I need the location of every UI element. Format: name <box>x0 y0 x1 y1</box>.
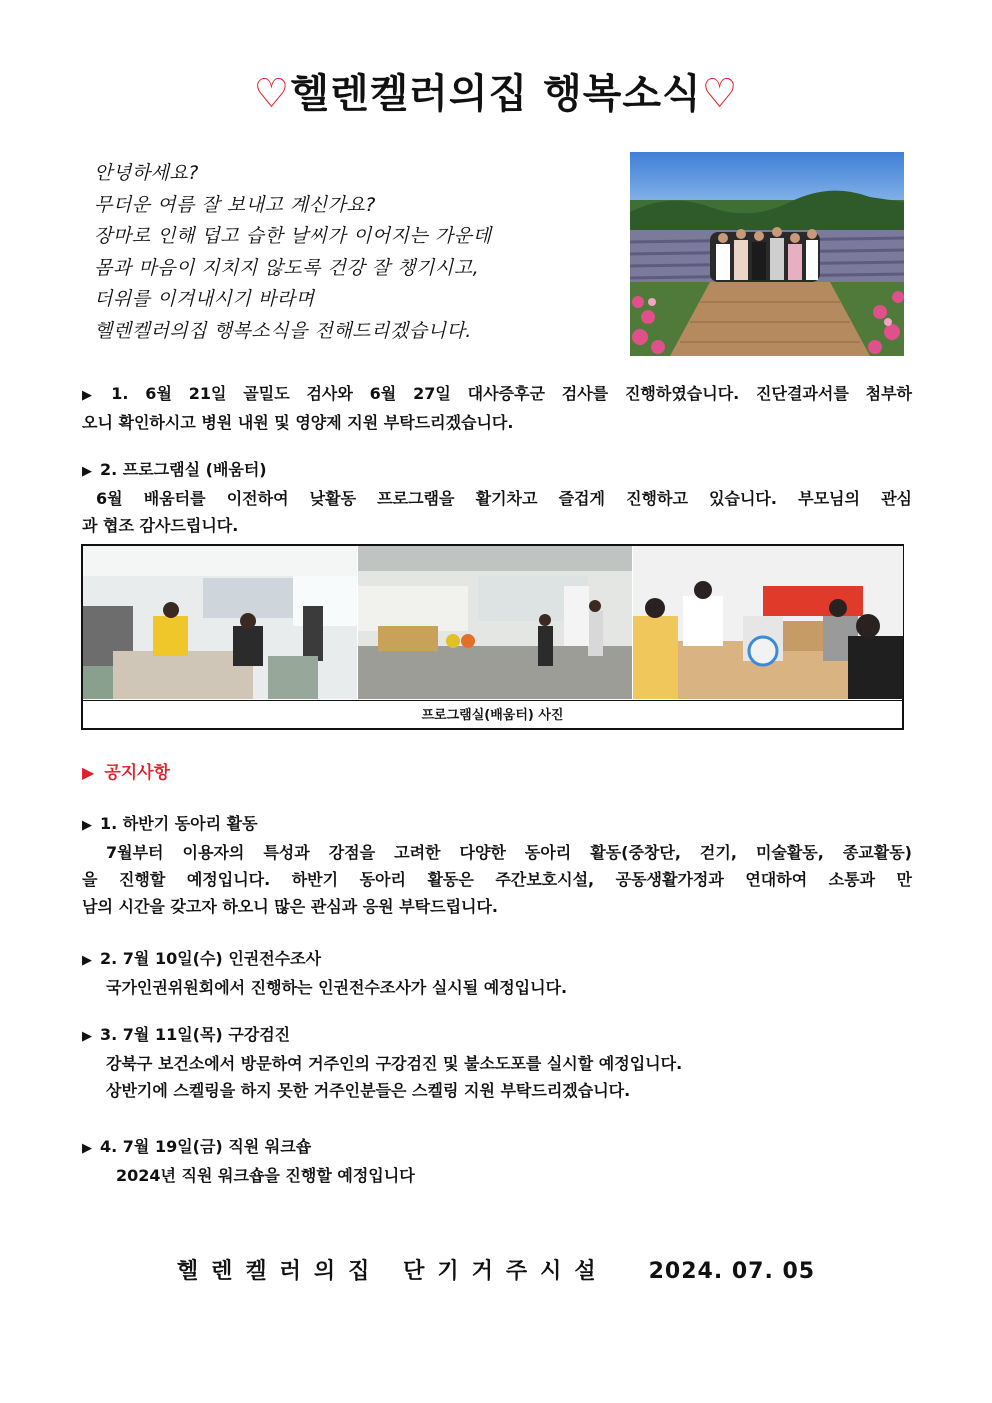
notice-item-club <box>82 810 912 920</box>
notice-item-human-rights <box>82 945 912 1001</box>
footer-org: 헬렌켈러의집 단기거주시설 <box>176 1259 609 1284</box>
bullet-arrow-icon: ▶ <box>82 1141 92 1156</box>
item-line: ▶ 1. 6월 21일 골밀도 검사와 6월 27일 대사증후군 검사를 진행하였습니다. 진단결과서를 첨부하 <box>82 384 912 403</box>
gallery-caption: 프로그램실(배움터) 사진 <box>83 700 902 731</box>
greeting-line: 장마로 인해 덥고 습한 날씨가 이어지는 가운데 <box>94 225 492 248</box>
item-line: 을 진행할 예정입니다. 하반기 동아리 활동은 주간보호시설, 공동생활가정과 연대하여 소통과 만 <box>82 870 912 889</box>
red-triangle-icon: ▶ <box>82 763 95 782</box>
item-heading: ▶ 2. 7월 10일(수) 인권전수조사 <box>82 949 322 968</box>
greeting-line: 헬렌켈러의집 행복소식을 전해드리겠습니다. <box>94 319 472 342</box>
item-line: 과 협조 감사드립니다. <box>82 516 239 535</box>
item-line: 상반기에 스켈링을 하지 못한 거주인분들은 스켈링 지원 부탁드리겠습니다. <box>106 1081 631 1100</box>
greeting-message <box>94 158 614 348</box>
group-photo <box>630 152 904 356</box>
greeting-line: 안녕하세요? <box>94 162 199 184</box>
greeting-line: 몸과 마음이 지치지 않도록 건강 잘 챙기시고, <box>94 256 480 279</box>
gallery-photo <box>83 546 357 699</box>
item-line: 국가인권위원회에서 진행하는 인권전수조사가 실시될 예정입니다. <box>106 978 568 997</box>
item-line: 오니 확인하시고 병원 내원 및 영양제 지원 부탁드리겠습니다. <box>82 413 514 432</box>
heart-icon: ♡ <box>701 71 739 117</box>
item-line: 2024년 직원 워크숍을 진행할 예정입니다 <box>116 1166 415 1185</box>
item-line: 남의 시간을 갖고자 하오니 많은 관심과 응원 부탁드립니다. <box>82 897 499 916</box>
item-heading: ▶ 3. 7월 11일(목) 구강검진 <box>82 1025 291 1044</box>
program-room-gallery <box>81 544 904 730</box>
bullet-arrow-icon: ▶ <box>82 953 92 968</box>
footer <box>0 1254 992 1285</box>
notice-item-workshop <box>82 1133 912 1189</box>
heart-icon: ♡ <box>253 71 291 117</box>
title-text: 헬렌켈러의집 행복소식 <box>290 71 702 117</box>
greeting-line: 무더운 여름 잘 보내고 계신가요? <box>94 193 376 216</box>
item-program-room <box>82 456 912 539</box>
item-heading: ▶ 4. 7월 19일(금) 직원 워크숍 <box>82 1137 312 1156</box>
item-heading: ▶ 2. 프로그램실 (배움터) <box>82 460 267 479</box>
item-checkup <box>82 380 912 436</box>
gallery-photo <box>358 546 632 699</box>
item-line: 6월 배움터를 이전하여 낮활동 프로그램을 활기차고 즐겁게 진행하고 있습니다. 부모님의 관심 <box>96 489 912 508</box>
bullet-arrow-icon: ▶ <box>82 818 92 833</box>
item-heading: ▶ 1. 하반기 동아리 활동 <box>82 814 258 833</box>
bullet-arrow-icon: ▶ <box>82 464 92 479</box>
item-line: 7월부터 이용자의 특성과 강점을 고려한 다양한 동아리 활동(중창단, 걷기, 미술활동, 종교활동) <box>106 843 912 862</box>
notice-heading: ▶ 공지사항 <box>82 763 171 783</box>
bullet-arrow-icon: ▶ <box>82 1029 92 1044</box>
bullet-arrow-icon: ▶ <box>82 388 104 403</box>
item-line: 강북구 보건소에서 방문하여 거주인의 구강검진 및 불소도포를 실시할 예정입니다. <box>106 1054 683 1073</box>
footer-date: 2024. 07. 05 <box>648 1259 816 1284</box>
gallery-photo <box>633 546 903 699</box>
greeting-line: 더위를 이겨내시기 바라며 <box>94 288 315 311</box>
newsletter-title <box>0 62 992 119</box>
notice-item-dental <box>82 1021 912 1104</box>
